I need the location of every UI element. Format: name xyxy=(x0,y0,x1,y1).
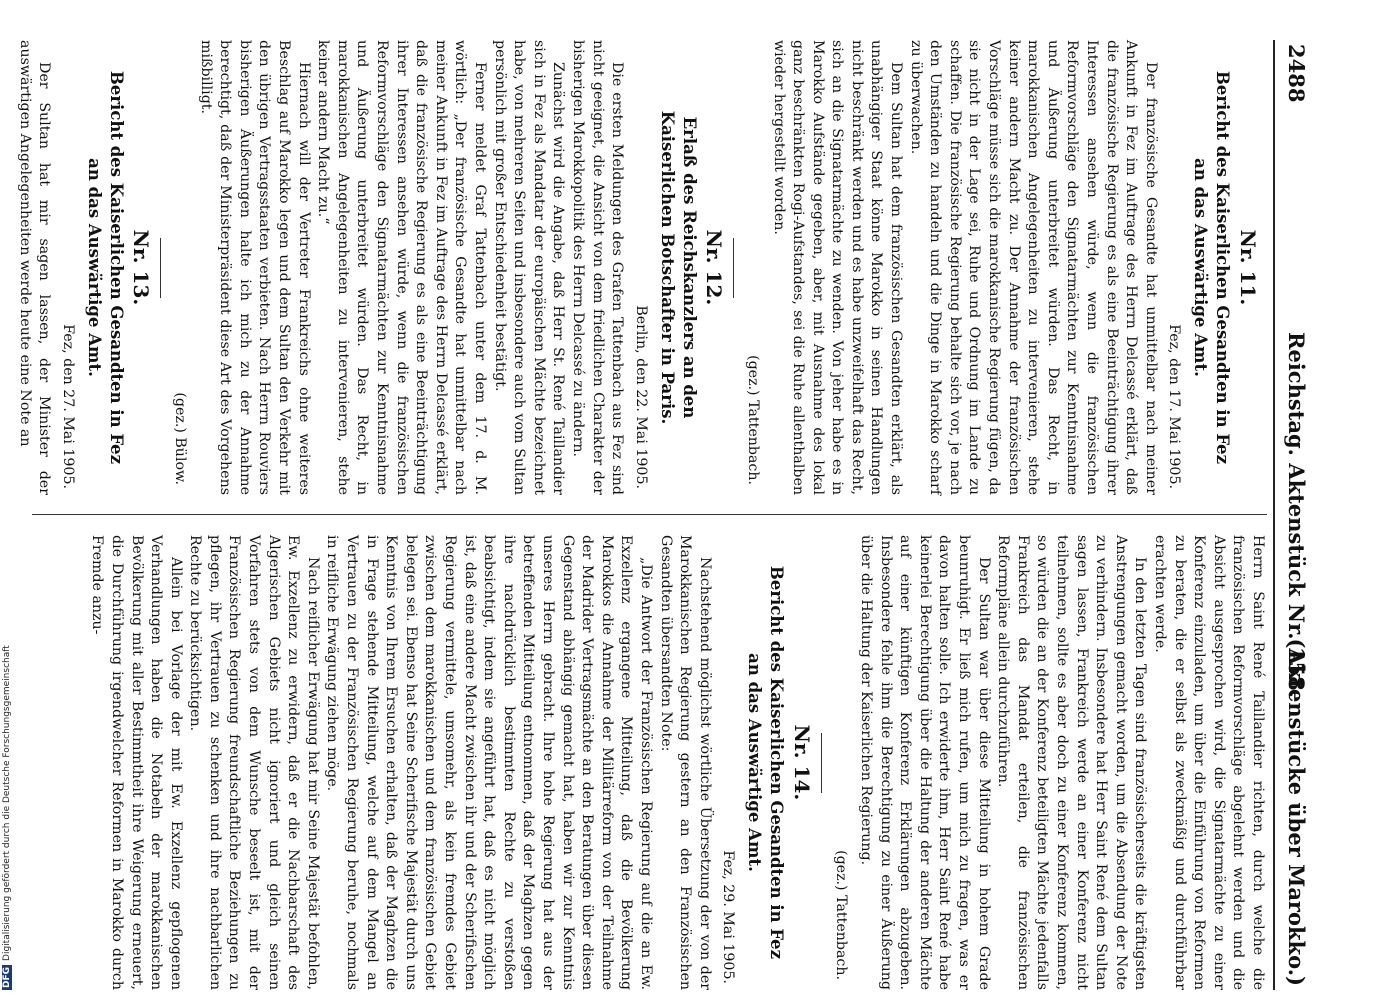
rotated-content xyxy=(15,40,1315,990)
paragraph: Nach reiflicher Erwägung hat mir Seine Majestät befohlen, Ew. Exzellenz zu erwidern, daß er die Nachbarschaft des Algerischen Gebiets nicht ignoriert und gleich seinen Vorfahren stets von dem Wunsche beseelt ist, mit der Französischen Regierung freundschaftliche Beziehungen zu pflegen, ihr Vertrauen zu schenken und ihre nachbarlichen Rechte zu berücksichtigen. xyxy=(187,535,321,990)
left-column xyxy=(16,40,1267,495)
paragraph: Zunächst wird die Angabe, daß Herr St. René Taillandier sich in Fez als Mandatar der europäischen Mächte bezeichnet habe, von mehreren Seiten und insbesondere auch vom Sultan persönlich mit großer Entschiedenheit bestätigt. xyxy=(491,40,567,495)
signature: (gez.) Bülow. xyxy=(172,392,189,485)
paragraph: Die ersten Meldungen des Grafen Tattenbach aus Fez sind nicht geeignet, die Ansicht von dem friedlichen Charakter der bisherigen Marokkopolitik des Herrn Delcassé zu ändern. xyxy=(569,40,626,495)
header-title: Reichstag. Aktenstück Nr. 158. xyxy=(1284,332,1309,698)
page-number: 2488 xyxy=(1284,44,1309,103)
paragraph: Ferner meldet Graf Tattenbach unter dem 17. d. M. wörtlich: „Der französische Gesandte hat unmittelbar nach meiner Ankunft in Fez im Auftrage des Herrn Delcassé erklärt, daß die französische Regierung es als eine Beeinträchtigung ihrer Interessen ansehen würde, wenn die französischen Reformvorschläge den Signatarmächten zur Kenntnisnahme und Äußerung unterbreitet würden. Das Recht, in marokkanischen Angelegenheiten zu intervenieren, stehe keiner andern Macht zu.“ xyxy=(315,40,488,495)
section-number: Nr. 12. xyxy=(702,229,727,306)
dateline: Fez, 29. Mai 1905. xyxy=(720,850,737,984)
paragraph: Allein bei Vorlage der mit Ew. Exzellenz gepflogenen Verhandlungen haben die Notabeln der marokkanischen Bevölkerung mit aller Bestimmtheit ihre Weigerung erneuert, die Durchführung irgendwelcher Reformen in Marokko durch Fremde anzu- xyxy=(89,535,184,990)
section-title: Bericht des Kaiserlichen Gesandten in Fez an das Auswärtige Amt. xyxy=(84,70,126,465)
dfg-logo: DFG xyxy=(2,966,12,988)
page-header xyxy=(1273,40,1315,990)
section-rule xyxy=(733,238,734,298)
paragraph: Der Sultan hat mir sagen lassen, der Minister der auswärtigen Angelegenheiten werde heute eine Note an xyxy=(16,40,53,495)
paragraph: Nachstehend möglichst wörtliche Übersetzung der von der Marokkanischen Regierung gestern an den Französischen Gesandten übersandten Note: xyxy=(657,535,713,990)
column-divider xyxy=(32,514,1267,515)
dateline: Fez, den 17. Mai 1905. xyxy=(1166,324,1183,489)
section-rule xyxy=(161,238,162,298)
section-number: Nr. 14. xyxy=(789,724,814,801)
paragraph: Herrn Saint René Taillandier richten, durch welche die französischen Reformvorschläge abgelehnt werden und die Absicht ausgesprochen wird, die Signatarmächte zu einer Konferenz einzuladen, um über die Einführung von Reformen zu beraten, die er selbst als zweckmäßig und durchführbar erachten werde. xyxy=(1152,535,1266,990)
paragraph: Hiernach will der Vertreter Frankreichs ohne weiteres Beschlag auf Marokko legen und dem Sultan den Verkehr mit den übrigen Vertragsstaaten verbieten. Nach Herrn Rouviers bisherigen Äußerungen halte ich mich zu der Annahme berechtigt, daß der Ministerpräsident diese Art des Vorgehens mißbilligt. xyxy=(197,40,312,495)
paragraph: „Die Antwort der Französischen Regierung auf die an Ew. Exzellenz ergangene Mitteilung, daß die Bevölkerung Marokkos die Annahme der Militärreform von der Teilnahme der Madrider Vertragsmächte an den Beratungen über diesen Gegenstand abhängig gemacht hat, haben wir zur Kenntnis unseres Herrn gebracht. Ihre hohe Regierung hat aus der betreffenden Mitteilung entnommen, daß der Maghzen gegen ihre nachdrücklich bestimmten Rechte zu verstoßen beabsichtigt, indem sie angeführt hat, daß es nicht möglich ist, daß eine andere Macht zwischen ihr und der Scherifischen Regierung vermittele, umsomehr, als kein fremdes Gebiet zwischen dem marokkanischen und dem französischen Gebiet belegen sei. Ebenso hat Seine Scherifische Majestät durch uns Kenntnis von Ihrem Ersuchen erhalten, daß der Maghzen die in Frage stehende Mitteilung, welche auf dem Mangel an Vertrauen zu der Französischen Regierung beruhe, nochmals in reifliche Erwägung ziehen möge. xyxy=(324,535,654,990)
dateline: Berlin, den 22. Mai 1905. xyxy=(632,305,649,489)
paragraph: Der Sultan war über diese Mitteilung in hohem Grade beunruhigt. Er ließ mich rufen, um mich zu fragen, was er davon halten solle. Ich erwiderte ihm, Herr Saint René habe keinerlei Berechtigung über die Haltung der anderen Mächte auf einer künftigen Konferenz Erklärungen abzugeben. Insbesondere fehle ihm die Berechtigung zu einer Äußerung über die Haltung der Kaiserlichen Regierung. xyxy=(858,535,992,990)
funding-note-text: Digitalisierung gefördert durch die Deutsche Forschungsgemeinschaft xyxy=(2,645,12,961)
section-number: Nr. 11. xyxy=(1236,229,1260,306)
header-subject: (Aktenstücke über Marokko.) xyxy=(1284,638,1309,986)
paragraph: In den letzten Tagen sind französischerseits die kräftigsten Anstrengungen gemacht worden, um die Absendung der Note zu verhindern. Insbesondere hat Herr Saint René dem Sultan sagen lassen, Frankreich werde an einer Konferenz nicht teilnehmen, sollte es aber doch zu einer Konferenz kommen, so würden die an der Konferenz beteiligten Mächte jedenfalls Frankreich das Mandat erteilen, die französischen Reformpläne allein durchzuführen. xyxy=(995,535,1149,990)
paragraph: Der französische Gesandte hat unmittelbar nach meiner Ankunft in Fez im Auftrage des Herrn Delcassé erklärt, daß die französische Regierung es als eine Beeinträchtigung ihrer Interessen ansehen würde, wenn die französischen Reformvorschläge den Signatarmächten zur Kenntnisnahme und Äußerung unterbreitet würden. Das Recht, in marokkanischen Angelegenheiten zu intervenieren, stehe keiner andern Macht zu. Der Annahme der französischen Vorschläge müsse sich die marokkanische Regierung fügen, da sie nicht in der Lage sei, Ruhe und Ordnung im Lande zu schaffen. Die französische Regierung behalte sich vor, je nach den Umständen zu handeln und die Dinge in Marokko scharf zu überwachen. xyxy=(907,40,1159,495)
paragraph: Dem Sultan hat dem französischen Gesandten erklärt, als unabhängiger Staat könne Marokko in seinen Handlungen nicht beschränkt werden und es habe unzweifelhaft das Recht, sich an die Signatarmächte zu wenden. Von jeher habe es in Marokko Aufstände gegeben, aber, mit Ausnahme des lokal ganz beschränkten Rogi-Aufstandes, sei die Ruhe allenthalben wieder hergestellt worden. xyxy=(770,40,905,495)
signature: (gez.) Tattenbach. xyxy=(744,355,761,485)
signature: (gez.) Tattenbach. xyxy=(832,850,849,980)
funding-note xyxy=(2,0,14,990)
section-title: Erlaß des Reichskanzlers an den Kaiserlichen Botschafter in Paris. xyxy=(657,110,699,425)
section-number: Nr. 13. xyxy=(129,229,154,306)
section-rule xyxy=(821,733,822,793)
right-column xyxy=(32,535,1267,990)
dateline: Fez, den 27. Mai 1905. xyxy=(59,324,76,489)
section-title: Bericht des Kaiserlichen Gesandten in Fez an das Auswärtige Amt. xyxy=(1191,70,1233,465)
section-title: Bericht des Kaiserlichen Gesandten in Fez an das Auswärtige Amt. xyxy=(745,565,787,960)
